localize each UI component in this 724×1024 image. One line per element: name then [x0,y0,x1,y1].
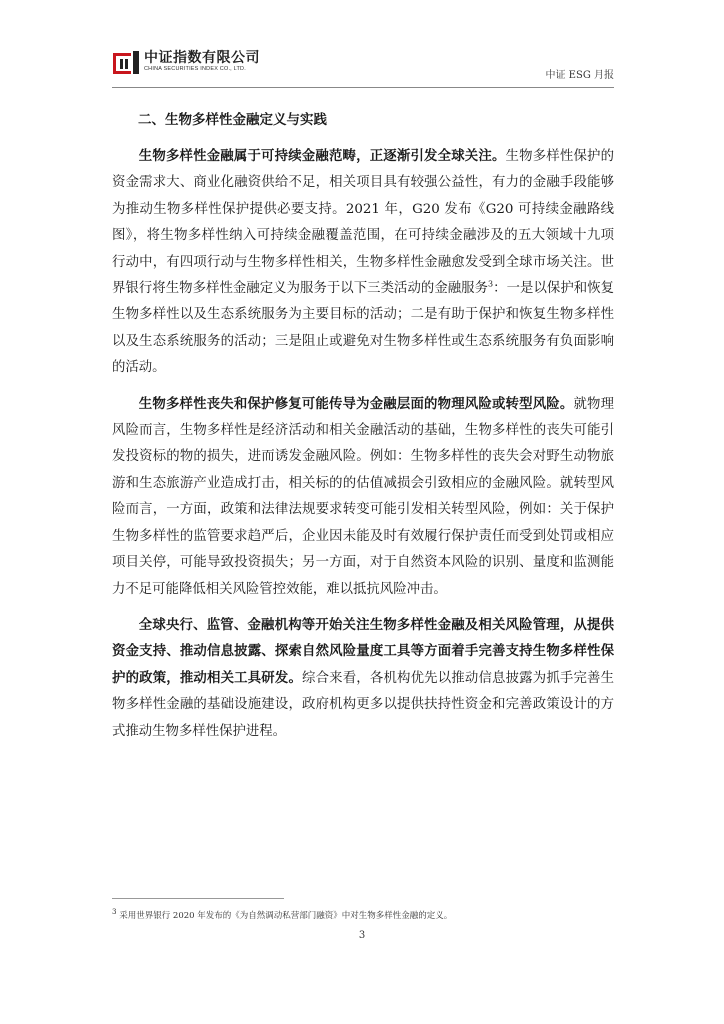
company-logo [112,50,260,76]
paragraph-body: 生物多样性保护的资金需求大、商业化融资供给不足，相关项目具有较强公益性，有力的金融手段能够为推动生物多样性保护提供必要支持。2021 年，G20 发布《G20 可持续金融路线图》，将生物多样性纳入可持续金融覆盖范围，在可持续金融涉及的五大领域十九项行动中，有四项行动与生物多样性相关，生物多样性金融愈发受到全球市场关注。世界银行将生物多样性金融定义为服务于以下三类活动的金融服务 [112,149,615,297]
footnote-text: 采用世界银行 2020 年发布的《为自然调动私营部门融资》中对生物多样性金融的定义。 [119,910,453,921]
logo-text [144,50,260,73]
footnote-divider [112,898,284,899]
paragraph-2 [112,392,614,603]
footnote-reference[interactable]: 3 [488,279,494,289]
paragraph-lead: 生物多样性丧失和保护修复可能传导为金融层面的物理风险或转型风险。 [138,396,574,412]
page-number: 3 [358,930,366,941]
section-title: 二、生物多样性金融定义与实践 [138,112,327,128]
paragraph-body: 就物理风险而言，生物多样性是经济活动和相关金融活动的基础，生物多样性的丧失可能引发投资标的物的损失，进而诱发金融风险。例如：生物多样性的丧失会对野生动物旅游和生态旅游产业造成打击，相关标的的估值减损会引致相应的金融风险。就转型风险而言，一方面，政策和法律法规要求转变可能引发相关转型风险，例如：关于保护生物多样性的监管要求趋严后，企业因未能及时有效履行保护责任而受到处罚或相应项目关停，可能导致投资损失；另一方面，对于自然资本风险的识别、量度和监测能力不足可能降低相关风险管控效能，难以抵抗风险冲击。 [112,396,615,597]
paragraph-lead: 生物多样性金融属于可持续金融范畴，正逐渐引发全球关注。 [138,149,506,164]
header-divider [112,87,614,88]
paragraph-lead: 全球央行、监管、金融机构等开始关注生物多样性金融及相关风险管理，从提供资金支持、推动信息披露、探索自然风险量度工具等方面着手完善支持生物多样性保护的政策，推动相关工具研发。 [112,617,614,686]
paragraph-body-cont: ：一是以保护和恢复生物多样性以及生态系统服务为主要目标的活动；二是有助于保护和恢复生物多样性以及生态系统服务的活动；三是阻止或避免对生物多样性或生态系统服务有负面影响的活动。 [112,281,615,376]
page-body [112,108,614,745]
footnote-marker: 3 [112,907,117,916]
page-header [112,50,614,88]
logo-text-en: CHINA SECURITIES INDEX CO., LTD. [144,66,246,72]
paragraph-body: 综合来看，各机构优先以推动信息披露为抓手完善生物多样性金融的基础设施建设，政府机构更多以提供扶持性资金和完善政策设计的方式推动生物多样性保护进程。 [112,670,614,739]
paragraph-1 [112,144,614,382]
csi-logo-icon [112,50,140,76]
paragraph-3 [112,613,614,745]
logo-text-cn: 中证指数有限公司 [144,50,260,66]
footnote [112,906,614,922]
report-name: 中证 ESG 月报 [545,70,614,81]
